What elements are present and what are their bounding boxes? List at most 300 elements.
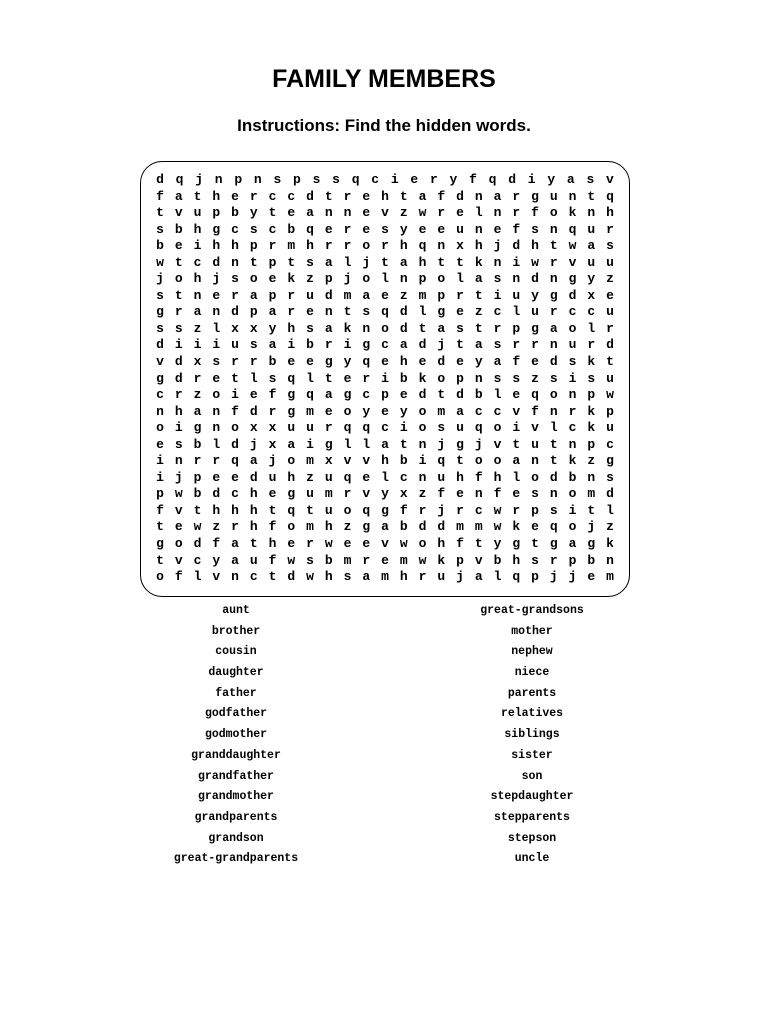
grid-letter: u	[249, 552, 258, 568]
grid-letter: h	[193, 271, 202, 287]
grid-letter: w	[399, 536, 408, 552]
grid-letter: o	[212, 387, 221, 403]
grid-letter: d	[512, 238, 521, 254]
grid-letter: s	[362, 304, 371, 320]
grid-letter: o	[437, 271, 446, 287]
grid-letter: s	[306, 552, 314, 568]
grid-letter: u	[268, 469, 277, 485]
grid-letter: i	[527, 172, 536, 187]
grid-letter: e	[381, 552, 389, 568]
grid-letter: e	[512, 387, 521, 403]
grid-letter: n	[549, 486, 558, 502]
grid-letter: y	[268, 320, 277, 336]
word-list-right	[422, 601, 642, 870]
grid-letter: k	[587, 420, 596, 436]
grid-letter: l	[493, 569, 502, 585]
grid-letter: t	[549, 453, 558, 469]
grid-letter: p	[587, 387, 596, 403]
grid-letter: s	[174, 436, 183, 452]
grid-letter: e	[512, 486, 521, 502]
grid-letter: d	[231, 304, 239, 320]
grid-letter: t	[249, 254, 258, 270]
grid-letter: d	[212, 486, 221, 502]
grid-letter: r	[418, 502, 427, 518]
grid-letter: i	[156, 469, 164, 485]
grid-letter: f	[531, 205, 539, 221]
grid-letter: q	[437, 453, 446, 469]
grid-letter: e	[362, 221, 371, 237]
grid-letter: m	[306, 453, 314, 469]
grid-letter: e	[268, 271, 277, 287]
grid-letter: v	[474, 552, 483, 568]
grid-letter: r	[174, 304, 183, 320]
grid-letter: r	[287, 304, 296, 320]
grid-letter: f	[212, 536, 221, 552]
grid-letter: p	[381, 387, 389, 403]
grid-letter: z	[587, 453, 596, 469]
grid-letter: b	[268, 354, 277, 370]
grid-letter: y	[249, 205, 258, 221]
grid-letter: e	[212, 469, 221, 485]
grid-letter: t	[456, 337, 464, 353]
grid-letter: a	[362, 569, 371, 585]
grid-letter: r	[343, 221, 352, 237]
grid-letter: a	[381, 519, 389, 535]
grid-letter: e	[437, 221, 446, 237]
grid-row	[152, 337, 618, 354]
grid-letter: x	[268, 436, 277, 452]
grid-row	[152, 420, 618, 437]
grid-letter: t	[381, 254, 389, 270]
grid-letter: r	[512, 337, 521, 353]
grid-letter: e	[531, 519, 539, 535]
grid-letter: q	[175, 172, 184, 187]
grid-letter: h	[418, 254, 427, 270]
grid-letter: r	[193, 370, 202, 386]
grid-letter: p	[193, 469, 202, 485]
grid-letter: z	[474, 304, 483, 320]
grid-row	[152, 503, 618, 520]
grid-letter: g	[531, 188, 539, 204]
word-list-item: cousin	[215, 645, 257, 659]
grid-letter: t	[268, 502, 277, 518]
grid-letter: d	[156, 337, 164, 353]
grid-row	[152, 271, 618, 288]
grid-letter: u	[437, 469, 446, 485]
grid-letter: g	[587, 536, 596, 552]
grid-letter: t	[456, 254, 464, 270]
grid-letter: p	[437, 287, 446, 303]
grid-letter: n	[343, 205, 352, 221]
grid-letter: g	[287, 403, 296, 419]
grid-letter: i	[231, 387, 239, 403]
grid-letter: n	[606, 552, 614, 568]
grid-letter: t	[306, 502, 314, 518]
grid-letter: d	[212, 254, 221, 270]
grid-letter: c	[231, 486, 239, 502]
grid-letter: t	[324, 188, 333, 204]
grid-letter: t	[587, 188, 596, 204]
grid-letter: r	[343, 238, 352, 254]
grid-letter: r	[512, 205, 521, 221]
grid-letter: r	[174, 387, 183, 403]
grid-letter: g	[568, 271, 577, 287]
grid-letter: f	[231, 403, 239, 419]
grid-letter: b	[474, 387, 483, 403]
grid-letter: g	[324, 436, 333, 452]
grid-letter: h	[512, 552, 521, 568]
grid-letter: e	[456, 354, 464, 370]
grid-letter: a	[418, 188, 427, 204]
grid-letter: r	[268, 238, 277, 254]
grid-letter: n	[549, 337, 558, 353]
grid-letter: n	[399, 271, 408, 287]
grid-letter: m	[418, 287, 427, 303]
grid-letter: a	[399, 254, 408, 270]
grid-letter: e	[381, 403, 389, 419]
grid-letter: d	[287, 569, 296, 585]
grid-letter: q	[351, 172, 360, 187]
word-list-item: great-grandsons	[480, 604, 584, 617]
grid-letter: r	[249, 354, 258, 370]
grid-letter: r	[324, 337, 333, 353]
grid-letter: y	[449, 172, 458, 187]
word-list-item: mother	[511, 624, 553, 638]
grid-letter: r	[418, 569, 427, 585]
grid-letter: p	[418, 271, 427, 287]
grid-row	[152, 404, 618, 421]
grid-letter: i	[212, 337, 221, 353]
grid-letter: v	[512, 403, 521, 419]
grid-letter: n	[587, 469, 596, 485]
grid-letter: d	[399, 304, 408, 320]
grid-letter: i	[568, 502, 577, 518]
grid-letter: t	[474, 536, 483, 552]
grid-letter: q	[343, 420, 352, 436]
grid-letter: j	[268, 453, 277, 469]
word-list-item: daughter	[208, 666, 264, 680]
grid-row	[152, 387, 618, 404]
grid-letter: t	[399, 188, 408, 204]
grid-letter: w	[193, 519, 202, 535]
grid-letter: t	[399, 436, 408, 452]
grid-letter: s	[586, 172, 595, 187]
grid-letter: t	[587, 502, 596, 518]
grid-letter: a	[249, 453, 258, 469]
grid-letter: c	[493, 304, 502, 320]
grid-letter: x	[399, 486, 408, 502]
grid-letter: d	[456, 387, 464, 403]
grid-letter: d	[531, 271, 539, 287]
grid-letter: a	[568, 536, 577, 552]
grid-letter: s	[156, 320, 164, 336]
grid-letter: p	[456, 370, 464, 386]
grid-letter: e	[231, 469, 239, 485]
grid-letter: d	[508, 172, 517, 187]
word-list-item: aunt	[222, 604, 250, 617]
grid-letter: k	[606, 536, 614, 552]
grid-letter: s	[174, 320, 183, 336]
word-list-item: niece	[514, 666, 550, 680]
grid-letter: l	[587, 320, 596, 336]
grid-letter: b	[306, 337, 314, 353]
grid-letter: c	[587, 304, 596, 320]
word-list-item: nephew	[511, 645, 553, 659]
grid-letter: v	[343, 453, 352, 469]
grid-letter: m	[587, 486, 596, 502]
grid-letter: s	[606, 238, 614, 254]
grid-letter: h	[212, 188, 221, 204]
grid-letter: f	[512, 354, 521, 370]
grid-letter: r	[193, 453, 202, 469]
grid-letter: h	[324, 519, 333, 535]
grid-letter: o	[568, 320, 577, 336]
grid-letter: x	[587, 287, 596, 303]
grid-letter: q	[306, 387, 314, 403]
grid-letter: l	[343, 436, 352, 452]
grid-letter: c	[231, 221, 239, 237]
grid-letter: q	[362, 354, 371, 370]
word-list-item: grandparents	[194, 810, 278, 824]
grid-letter: a	[399, 337, 408, 353]
grid-letter: w	[606, 387, 614, 403]
grid-letter: o	[343, 403, 352, 419]
grid-letter: a	[474, 569, 483, 585]
grid-letter: y	[343, 354, 352, 370]
grid-row	[152, 569, 618, 586]
word-list-item: relatives	[500, 707, 564, 721]
grid-row	[152, 238, 618, 255]
grid-letter: i	[390, 172, 399, 187]
grid-letter: c	[381, 337, 389, 353]
grid-letter: r	[231, 519, 239, 535]
grid-letter: j	[174, 469, 183, 485]
grid-letter: e	[212, 370, 221, 386]
grid-letter: m	[399, 552, 408, 568]
grid-letter: y	[381, 486, 389, 502]
grid-letter: o	[362, 238, 371, 254]
grid-row	[152, 288, 618, 305]
grid-letter: l	[343, 254, 352, 270]
grid-letter: y	[474, 354, 483, 370]
grid-letter: s	[437, 420, 446, 436]
grid-letter: f	[474, 469, 483, 485]
grid-letter: y	[399, 221, 408, 237]
word-list-item: godmother	[204, 728, 268, 742]
grid-letter: o	[249, 271, 258, 287]
grid-letter: a	[231, 536, 239, 552]
grid-letter: r	[268, 403, 277, 419]
grid-letter: l	[306, 370, 314, 386]
grid-letter: m	[456, 519, 464, 535]
grid-letter: d	[437, 354, 446, 370]
grid-letter: u	[456, 420, 464, 436]
grid-letter: s	[606, 469, 614, 485]
grid-letter: p	[268, 287, 277, 303]
grid-letter: n	[474, 188, 483, 204]
grid-letter: r	[306, 536, 314, 552]
grid-letter: j	[343, 271, 352, 287]
grid-letter: o	[568, 519, 577, 535]
grid-row	[152, 486, 618, 503]
grid-letter: u	[306, 420, 314, 436]
grid-letter: o	[493, 420, 502, 436]
grid-letter: u	[306, 486, 314, 502]
grid-letter: l	[512, 304, 521, 320]
grid-letter: f	[156, 502, 164, 518]
grid-letter: n	[568, 387, 577, 403]
grid-letter: g	[156, 370, 164, 386]
grid-letter: h	[212, 502, 221, 518]
grid-letter: d	[249, 403, 258, 419]
grid-letter: y	[531, 287, 539, 303]
grid-letter: g	[156, 304, 164, 320]
grid-letter: b	[156, 238, 164, 254]
grid-letter: n	[418, 436, 427, 452]
grid-letter: x	[249, 420, 258, 436]
grid-row	[152, 519, 618, 536]
grid-letter: q	[381, 304, 389, 320]
grid-letter: f	[493, 486, 502, 502]
grid-letter: t	[249, 536, 258, 552]
grid-letter: i	[306, 436, 314, 452]
grid-letter: d	[568, 287, 577, 303]
grid-letter: w	[493, 502, 502, 518]
grid-letter: e	[249, 387, 258, 403]
grid-letter: s	[456, 320, 464, 336]
grid-letter: e	[399, 387, 408, 403]
grid-letter: j	[493, 238, 502, 254]
grid-letter: p	[456, 552, 464, 568]
grid-letter: d	[456, 188, 464, 204]
grid-letter: n	[549, 271, 558, 287]
word-list-item: great-grandparents	[173, 852, 299, 866]
grid-letter: b	[193, 436, 202, 452]
grid-letter: a	[193, 403, 202, 419]
grid-letter: a	[268, 304, 277, 320]
grid-letter: e	[362, 469, 371, 485]
grid-letter: a	[474, 271, 483, 287]
grid-letter: g	[287, 387, 296, 403]
grid-letter: r	[343, 486, 352, 502]
grid-letter: m	[343, 552, 352, 568]
grid-letter: t	[456, 453, 464, 469]
grid-letter: o	[156, 569, 164, 585]
grid-letter: r	[512, 502, 521, 518]
grid-letter: t	[531, 536, 539, 552]
grid-letter: t	[268, 205, 277, 221]
grid-letter: n	[474, 221, 483, 237]
grid-letter: e	[287, 536, 296, 552]
grid-letter: s	[212, 354, 221, 370]
grid-letter: d	[549, 469, 558, 485]
grid-letter: n	[231, 569, 239, 585]
grid-letter: n	[437, 238, 446, 254]
grid-letter: o	[493, 453, 502, 469]
grid-letter: m	[606, 569, 614, 585]
grid-letter: x	[456, 238, 464, 254]
grid-letter: p	[512, 320, 521, 336]
grid-letter: e	[287, 354, 296, 370]
grid-letter: s	[549, 502, 558, 518]
grid-letter: t	[418, 320, 427, 336]
grid-letter: l	[362, 436, 371, 452]
grid-letter: e	[456, 205, 464, 221]
grid-letter: u	[606, 254, 614, 270]
grid-letter: s	[332, 172, 340, 187]
grid-letter: t	[174, 254, 183, 270]
grid-letter: e	[287, 205, 296, 221]
grid-letter: q	[418, 238, 427, 254]
grid-letter: t	[268, 569, 277, 585]
grid-letter: c	[371, 172, 380, 187]
grid-letter: f	[399, 502, 408, 518]
grid-letter: z	[306, 469, 314, 485]
grid-letter: u	[287, 420, 296, 436]
grid-letter: d	[174, 370, 183, 386]
grid-row	[152, 553, 618, 570]
grid-letter: j	[456, 569, 464, 585]
grid-letter: o	[531, 469, 539, 485]
grid-letter: h	[456, 469, 464, 485]
grid-letter: d	[418, 387, 427, 403]
grid-letter: i	[493, 287, 502, 303]
grid-letter: i	[568, 370, 577, 386]
grid-letter: k	[568, 453, 577, 469]
grid-letter: w	[418, 205, 427, 221]
grid-letter: h	[399, 354, 408, 370]
grid-letter: e	[306, 304, 314, 320]
grid-letter: w	[493, 519, 502, 535]
grid-letter: r	[324, 238, 333, 254]
grid-letter: y	[547, 172, 556, 187]
grid-letter: d	[418, 337, 427, 353]
grid-letter: v	[362, 486, 371, 502]
grid-letter: w	[324, 536, 333, 552]
grid-letter: c	[399, 469, 408, 485]
grid-letter: i	[343, 337, 352, 353]
grid-letter: e	[231, 188, 239, 204]
grid-letter: a	[362, 287, 371, 303]
word-list-item: father	[215, 686, 257, 700]
grid-letter: i	[512, 420, 521, 436]
grid-letter: a	[268, 337, 277, 353]
grid-letter: q	[512, 569, 521, 585]
grid-letter: s	[156, 221, 164, 237]
grid-letter: h	[249, 502, 258, 518]
grid-letter: k	[587, 403, 596, 419]
word-list-item: brother	[211, 624, 261, 638]
grid-letter: d	[231, 436, 239, 452]
grid-letter: h	[268, 536, 277, 552]
grid-letter: e	[531, 354, 539, 370]
grid-letter: v	[531, 420, 539, 436]
grid-letter: k	[418, 370, 427, 386]
grid-letter: e	[362, 188, 371, 204]
grid-letter: a	[193, 304, 202, 320]
grid-letter: i	[174, 337, 183, 353]
grid-letter: f	[437, 486, 446, 502]
grid-letter: u	[531, 304, 539, 320]
grid-letter: j	[156, 271, 164, 287]
grid-letter: j	[568, 569, 577, 585]
grid-letter: f	[268, 552, 277, 568]
grid-letter: u	[606, 420, 614, 436]
grid-letter: w	[531, 254, 539, 270]
grid-letter: z	[212, 519, 221, 535]
word-list-left	[126, 601, 346, 870]
grid-letter: b	[587, 552, 596, 568]
